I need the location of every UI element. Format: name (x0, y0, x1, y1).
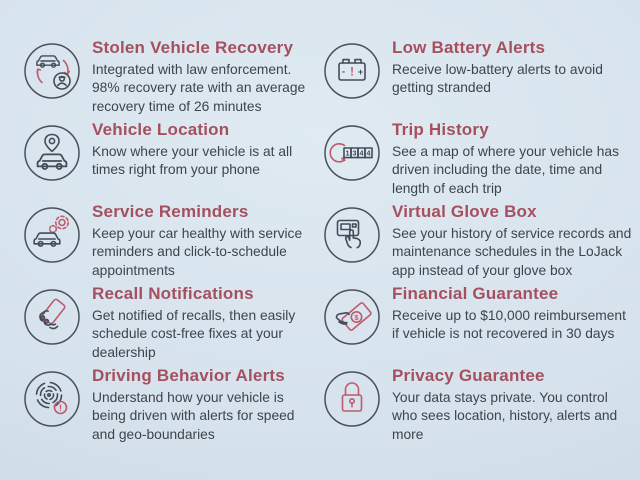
feature-virtual-glove-box (322, 202, 632, 284)
feature-description: See a map of where your vehicle has driven including the date, time and length of each trip (392, 143, 620, 196)
feature-description: Know where your vehicle is at all times right from your phone (92, 143, 293, 178)
feature-description: Keep your car healthy with service reminders and click-to-schedule appointments (92, 225, 303, 278)
feature-title: Driving Behavior Alerts (92, 366, 285, 385)
virtual-glove-box-icon (322, 205, 382, 265)
feature-grid (22, 38, 630, 448)
feature-service-reminders (22, 202, 322, 284)
feature-stolen-vehicle-recovery (22, 38, 322, 120)
service-reminders-icon (22, 205, 82, 265)
svg-text:$: $ (354, 312, 359, 322)
feature-trip-history (322, 120, 632, 202)
feature-title: Trip History (392, 120, 489, 139)
feature-recall-notifications (22, 284, 322, 366)
recall-notifications-icon (22, 287, 82, 347)
feature-title: Low Battery Alerts (392, 38, 546, 57)
svg-text:4: 4 (366, 148, 371, 158)
feature-title: Financial Guarantee (392, 284, 559, 303)
feature-description: Receive low-battery alerts to avoid getting stranded (392, 61, 603, 96)
feature-low-battery-alerts (322, 38, 632, 120)
feature-driving-behavior-alerts (22, 366, 322, 448)
svg-text:1: 1 (345, 148, 350, 158)
svg-text:+: + (357, 66, 364, 77)
feature-description: Understand how your vehicle is being driven with alerts for speed and geo-boundaries (92, 389, 295, 442)
low-battery-alerts-icon (322, 41, 382, 101)
feature-title: Recall Notifications (92, 284, 254, 303)
feature-title: Privacy Guarantee (392, 366, 545, 385)
feature-description: See your history of service records and maintenance schedules in the LoJack app instead of your glove box (392, 225, 632, 278)
feature-title: Vehicle Location (92, 120, 230, 139)
vehicle-location-icon (22, 123, 82, 183)
stolen-vehicle-recovery-icon (22, 41, 82, 101)
feature-title: Virtual Glove Box (392, 202, 537, 221)
financial-guarantee-icon (322, 287, 382, 347)
feature-description: Get notified of recalls, then easily schedule cost-free fixes at your dealership (92, 307, 296, 360)
svg-text:!: ! (58, 403, 63, 414)
feature-description: Receive up to $10,000 reimbursement if vehicle is not recovered in 30 days (392, 307, 626, 342)
feature-description: Integrated with law enforcement. 98% recovery rate with an average recovery time of 26 minutes (92, 61, 306, 114)
driving-behavior-alerts-icon (22, 369, 82, 429)
feature-vehicle-location (22, 120, 322, 202)
left-column (22, 38, 322, 448)
feature-description: Your data stays private. You control who sees location, history, alerts and more (392, 389, 618, 442)
feature-title: Service Reminders (92, 202, 249, 221)
svg-text:-: - (342, 66, 345, 77)
right-column (322, 38, 632, 448)
svg-text:3: 3 (352, 148, 357, 158)
feature-privacy-guarantee (322, 366, 632, 448)
feature-financial-guarantee (322, 284, 632, 366)
privacy-guarantee-icon (322, 369, 382, 429)
feature-title: Stolen Vehicle Recovery (92, 38, 294, 57)
trip-history-icon (322, 123, 382, 183)
svg-text:!: ! (350, 66, 354, 79)
svg-text:4: 4 (359, 148, 364, 158)
